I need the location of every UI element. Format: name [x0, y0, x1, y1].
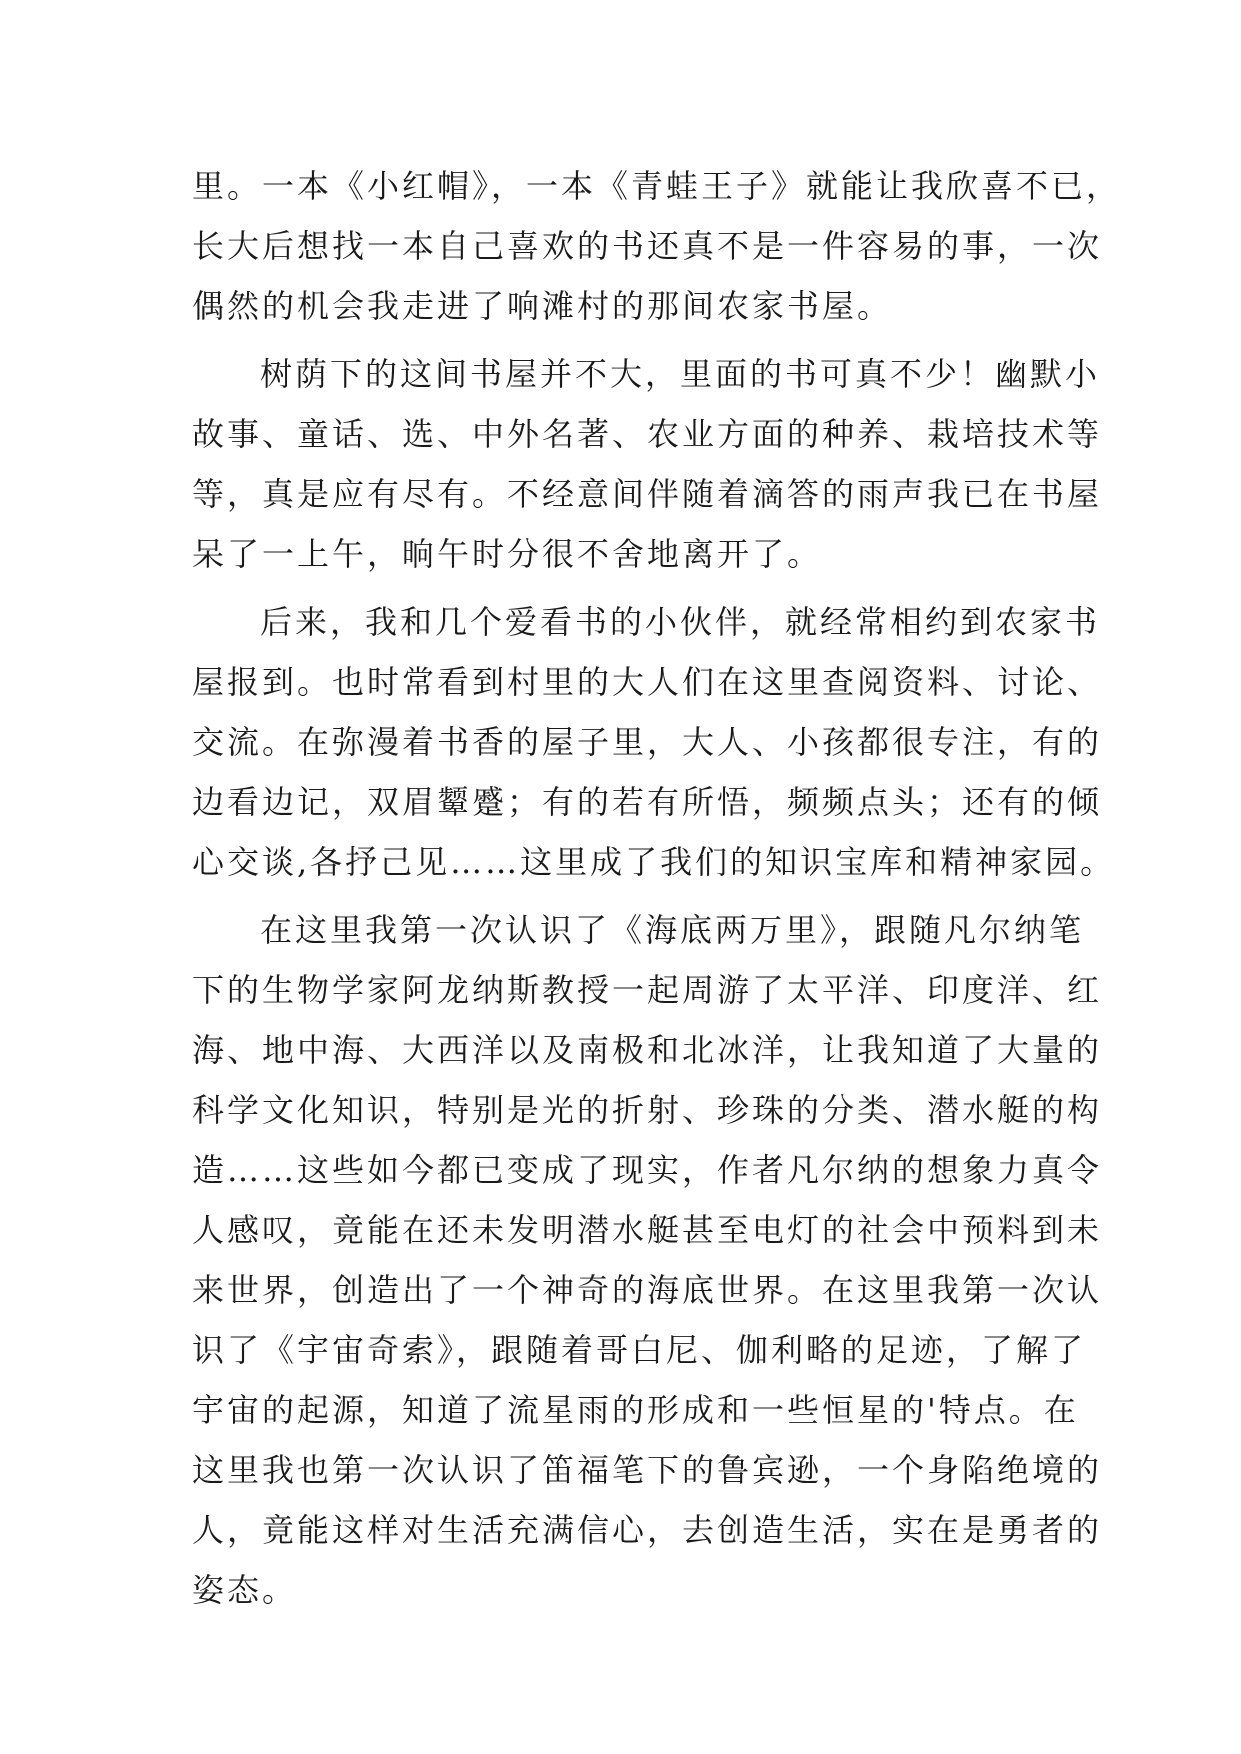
text-line: 交流。在弥漫着书香的屋子里，大人、小孩都很专注，有的 [192, 723, 1103, 761]
text-line: 偶然的机会我走进了响滩村的那间农家书屋。 [192, 287, 893, 325]
text-line: 呆了一上午，晌午时分很不舍地离开了。 [192, 535, 823, 573]
text-line: 在这里我第一次认识了《海底两万里》，跟随凡尔纳笔 [260, 911, 1085, 949]
text-line: 海、地中海、大西洋以及南极和北冰洋，让我知道了大量的 [192, 1031, 1103, 1069]
text-line: 造……这些如今都已变成了现实，作者凡尔纳的想象力真令 [192, 1151, 1103, 1189]
text-line: 宇宙的起源，知道了流星雨的形成和一些恒星的'特点。在 [192, 1391, 1079, 1429]
paragraph-4 [192, 900, 1103, 1620]
text-line: 来世界，创造出了一个神奇的海底世界。在这里我第一次认 [192, 1271, 1103, 1309]
text-line: 科学文化知识，特别是光的折射、珍珠的分类、潜水艇的构 [192, 1091, 1103, 1129]
document-body [192, 156, 1122, 1620]
text-line: 长大后想找一本自己喜欢的书还真不是一件容易的事，一次 [192, 227, 1103, 265]
paragraph-1 [192, 156, 1122, 336]
text-line: 这里我也第一次认识了笛福笔下的鲁宾逊，一个身陷绝境的 [192, 1451, 1103, 1489]
text-line: 故事、童话、选、中外名著、农业方面的种养、栽培技术等 [192, 415, 1103, 453]
text-line: 人，竟能这样对生活充满信心，去创造生活，实在是勇者的 [192, 1511, 1103, 1549]
text-line: 人感叹，竟能在还未发明潜水艇甚至电灯的社会中预料到未 [192, 1211, 1103, 1249]
text-line: 屋报到。也时常看到村里的大人们在这里查阅资料、讨论、 [192, 663, 1103, 701]
text-line: 等，真是应有尽有。不经意间伴随着滴答的雨声我已在书屋 [192, 475, 1103, 513]
text-line: 后来，我和几个爱看书的小伙伴，就经常相约到农家书 [260, 603, 1101, 641]
text-line: 识了《宇宙奇索》，跟随着哥白尼、伽利略的足迹，了解了 [192, 1331, 1087, 1369]
text-line: 心交谈,各抒己见……这里成了我们的知识宝库和精神家园。 [192, 843, 1116, 881]
text-line: 下的生物学家阿龙纳斯教授一起周游了太平洋、印度洋、红 [192, 971, 1103, 1009]
text-line: 边看边记，双眉颦蹙；有的若有所悟，频频点头；还有的倾 [192, 783, 1103, 821]
paragraph-3 [192, 592, 1116, 892]
text-line: 树荫下的这间书屋并不大，里面的书可真不少！幽默小 [260, 355, 1101, 393]
paragraph-2 [192, 344, 1103, 584]
text-line: 姿态。 [192, 1571, 298, 1609]
text-line: 里。一本《小红帽》，一本《青蛙王子》就能让我欣喜不已， [192, 167, 1122, 205]
